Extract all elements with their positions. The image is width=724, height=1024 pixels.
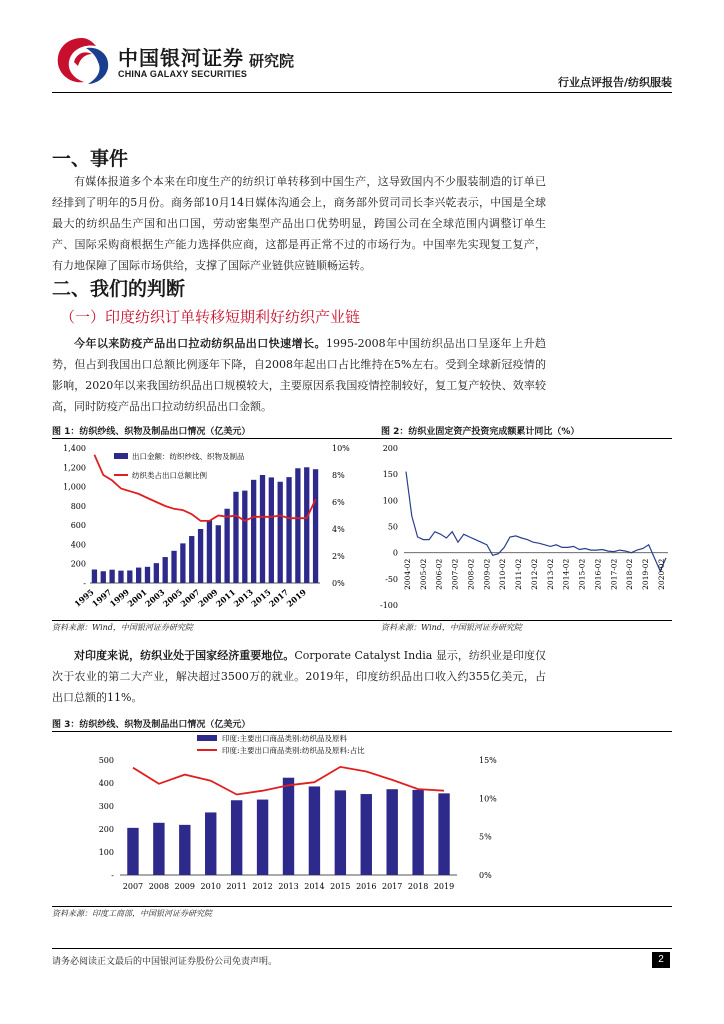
footer-disclaimer: 请务必阅读正文最后的中国银河证券股份公司免责声明。	[52, 957, 278, 967]
y-left-tick-label: 600	[70, 521, 86, 531]
bar-india-export	[335, 790, 346, 875]
y-right-tick-label: 2%	[332, 552, 345, 561]
y-tick-label: -50	[385, 574, 398, 584]
y-left-tick-label: 800	[70, 501, 86, 511]
y-right-tick-label: 15%	[479, 756, 497, 765]
x-tick-label: 2011	[213, 586, 238, 609]
x-tick-label: 2005	[160, 586, 185, 609]
paragraph-india-lead: 对印度来说，纺织业处于国家经济重要地位。	[74, 649, 295, 662]
bar-export-value	[242, 491, 247, 583]
y-right-tick-label: 5%	[479, 832, 492, 842]
figure-1-caption: 图 1：纺织纱线、织物及制品出口情况（亿美元）	[52, 427, 251, 437]
footer-rule	[52, 948, 672, 949]
x-tick-label: 2007-02	[450, 558, 460, 590]
bar-india-export	[412, 790, 423, 875]
x-tick-label: 2010-02	[498, 558, 508, 590]
bar-export-value	[286, 477, 291, 583]
paragraph-india-body: Corporate Catalyst India 显示，纺织业是印度仅次于农业的第二大产业，解决超过3500万的就业。2019年，印度纺织品出口收入约355亿美元，占出口总额的11%。	[52, 649, 546, 704]
y-tick-label: 0	[392, 548, 398, 558]
figure-3-chart	[52, 733, 512, 906]
bar-india-export	[361, 794, 372, 875]
paragraph-export-growth-body: 1995-2008年中国纺织品出口呈逐年上升趋势，但占到我国出口总额比例逐年下降，自2008年起出口占比维持在5%左右。受到全球新冠疫情的影响，2020年以来我国纺织品出口规模较大，主要原因系我国疫情控制较好，复工复产较快、效率较高，同时防疫产品出口拉动纺织品出口金额。	[52, 337, 546, 413]
x-tick-label: 2012-02	[530, 558, 539, 590]
x-tick-label: 2020-02	[657, 558, 666, 590]
x-tick-label: 2015-02	[577, 558, 587, 590]
x-tick-label: 2007	[122, 882, 144, 891]
x-tick-label: 2005-02	[418, 558, 428, 590]
x-tick-label: 2015	[249, 586, 273, 609]
x-tick-label: 2018	[407, 882, 429, 891]
bar-export-value	[198, 529, 203, 583]
line-fixed-asset-investment	[406, 472, 666, 571]
y-right-tick-label: 0%	[479, 871, 492, 880]
bar-export-value	[260, 475, 265, 583]
legend-bar-label: 印度:主要出口商品类别:纺织品及原料	[222, 734, 348, 743]
figure-2-chart	[370, 440, 672, 620]
x-tick-label: 2017-02	[609, 558, 619, 590]
header-rule	[52, 92, 672, 93]
y-left-tick-label: 200	[70, 559, 86, 569]
bar-india-export	[283, 778, 294, 875]
figure-1-source: 资料来源：Wind，中国银河证券研究院	[52, 623, 193, 632]
x-tick-label: 2009	[174, 882, 195, 891]
bar-export-value	[189, 536, 194, 583]
bar-export-value	[304, 467, 309, 583]
y-tick-label: 200	[382, 444, 398, 453]
legend-line-label: 纺织类占出口总额比例	[132, 471, 207, 480]
y-right-tick-label: 8%	[332, 471, 345, 480]
y-left-tick-label: 300	[98, 802, 114, 811]
bar-export-value	[136, 568, 141, 583]
x-tick-label: 2017	[382, 882, 403, 891]
y-right-tick-label: 10%	[332, 444, 350, 453]
bar-export-value	[278, 482, 283, 583]
y-left-tick-label: 1,400	[63, 444, 86, 453]
institute-label: 研究院	[249, 52, 295, 70]
bar-export-value	[171, 551, 176, 583]
x-tick-label: 2003	[142, 586, 167, 609]
bar-export-value	[216, 525, 221, 583]
bar-export-value	[154, 563, 159, 583]
x-tick-label: 2016	[356, 882, 377, 891]
x-tick-label: 2006-02	[434, 558, 444, 590]
y-left-tick-label: 100	[98, 848, 114, 857]
section-heading-judgment: 二、我们的判断	[52, 278, 186, 300]
subheading-india-orders: （一）印度纺织订单转移短期利好纺织产业链	[60, 308, 361, 326]
bar-india-export	[386, 789, 397, 875]
figure-1-chart	[52, 440, 370, 620]
bar-india-export	[179, 825, 190, 875]
figure-3-caption: 图 3：纺织纱线、织物及制品出口情况（亿美元）	[52, 720, 251, 730]
bar-export-value	[180, 543, 185, 583]
y-right-tick-label: 10%	[479, 794, 497, 804]
legend-bar-swatch	[114, 453, 128, 459]
x-tick-label: 2009-02	[482, 558, 492, 590]
x-tick-label: 2008	[148, 882, 170, 891]
x-tick-label: 2001	[125, 586, 149, 609]
y-tick-label: -100	[380, 601, 398, 610]
y-tick-label: 150	[382, 470, 398, 480]
legend-bar-swatch	[197, 735, 217, 741]
x-tick-label: 2018-02	[625, 558, 635, 590]
y-right-tick-label: 0%	[332, 579, 345, 588]
figure-sources-rule	[52, 620, 672, 621]
legend-bar-label: 出口金额：纺织纱线、织物及制品	[132, 452, 245, 461]
bar-india-export	[127, 828, 138, 875]
y-left-tick-label: 400	[98, 779, 114, 788]
x-tick-label: 2015	[330, 882, 351, 891]
section-heading-event: 一、事件	[52, 148, 129, 170]
page-number: 2	[652, 952, 670, 968]
x-tick-label: 2019-02	[641, 558, 651, 590]
bar-export-value	[233, 492, 238, 583]
bar-export-value	[101, 571, 106, 583]
y-left-tick-label: 200	[98, 825, 114, 834]
legend-line-label: 印度:主要出口商品类别:纺织品及原料:占比	[222, 746, 365, 755]
bar-india-export	[205, 812, 216, 875]
y-left-tick-label: -	[111, 871, 114, 880]
bar-india-export	[438, 793, 449, 875]
x-tick-label: 2010	[200, 882, 221, 891]
figure-2-caption: 图 2：纺织业固定资产投资完成额累计同比（%）	[381, 427, 580, 437]
bar-india-export	[257, 800, 268, 875]
x-tick-label: 2012	[252, 882, 273, 891]
bar-india-export	[153, 823, 164, 875]
figure-3-caption-rule	[52, 731, 672, 732]
x-tick-label: 2019	[284, 586, 309, 609]
report-category: 行业点评报告/纺织服装	[557, 76, 672, 89]
bar-export-value	[207, 520, 212, 583]
bar-india-export	[231, 800, 242, 875]
galaxy-logo-icon	[52, 32, 114, 88]
paragraph-export-growth-lead: 今年以来防疫产品出口拉动纺织品出口快速增长。	[74, 337, 326, 350]
bar-india-export	[309, 786, 320, 875]
y-left-tick-label: 500	[98, 756, 114, 765]
y-tick-label: 50	[387, 522, 398, 532]
y-left-tick-label: 1,200	[63, 463, 86, 473]
paragraph-india	[52, 645, 546, 708]
bar-export-value	[224, 509, 229, 583]
x-tick-label: 2017	[266, 586, 291, 609]
bar-export-value	[92, 570, 97, 584]
x-tick-label: 1995	[72, 586, 96, 609]
bar-export-value	[118, 571, 123, 583]
x-tick-label: 1997	[89, 586, 114, 609]
bar-export-value	[145, 567, 150, 583]
x-tick-label: 2013	[231, 586, 255, 609]
paragraph-export-growth	[52, 333, 546, 417]
bar-export-value	[251, 480, 256, 583]
x-tick-label: 2009	[196, 586, 220, 609]
bar-export-value	[313, 469, 318, 583]
bar-export-value	[109, 570, 114, 583]
figure-3-source-rule	[52, 906, 672, 907]
y-left-tick-label: -	[83, 579, 86, 588]
x-tick-label: 2004-02	[403, 558, 412, 590]
bar-export-value	[295, 468, 300, 583]
x-tick-label: 1999	[107, 586, 132, 609]
x-tick-label: 2011	[226, 882, 247, 891]
bar-export-value	[269, 477, 274, 583]
bar-export-value	[127, 570, 132, 583]
brand-name-en: CHINA GALAXY SECURITIES	[118, 69, 248, 79]
bar-export-value	[163, 557, 168, 583]
y-left-tick-label: 400	[70, 540, 86, 550]
x-tick-label: 2013-02	[545, 558, 555, 590]
y-tick-label: 100	[382, 496, 398, 506]
event-paragraph: 有媒体报道多个本来在印度生产的纺织订单转移到中国生产，这导致国内不少服装制造的订单已经排到了明年的5月份。商务部10月14日媒体沟通会上，商务部外贸司司长李兴乾表示，中国是全球最大的纺织品生产国和出口国，劳动密集型产品出口优势明显，跨国公司在全球范围内调整订单生产、国际采购商根据生产能力选择供应商，这都是再正常不过的市场行为。中国率先实现复工复产，有力地保障了国际市场供给，支撑了国际产业链供应链顺畅运转。	[52, 175, 546, 272]
figure-3-source: 资料来源：印度工商部，中国银河证券研究院	[52, 909, 212, 918]
y-left-tick-label: 1,000	[63, 482, 86, 492]
brand-name-cn: 中国银河证券	[118, 46, 244, 70]
x-tick-label: 2013	[278, 882, 299, 891]
y-right-tick-label: 6%	[332, 498, 345, 507]
x-tick-label: 2016-02	[593, 558, 603, 590]
figure-2-source: 资料来源：Wind，中国银河证券研究院	[381, 623, 522, 632]
x-tick-label: 2011-02	[514, 558, 524, 590]
x-tick-label: 2014-02	[561, 558, 571, 590]
x-tick-label: 2019	[433, 882, 455, 891]
x-tick-label: 2008-02	[466, 558, 476, 590]
x-tick-label: 2014	[304, 882, 325, 891]
figure-captions-rule	[52, 438, 672, 439]
y-right-tick-label: 4%	[332, 525, 345, 534]
x-tick-label: 2007	[178, 586, 202, 609]
